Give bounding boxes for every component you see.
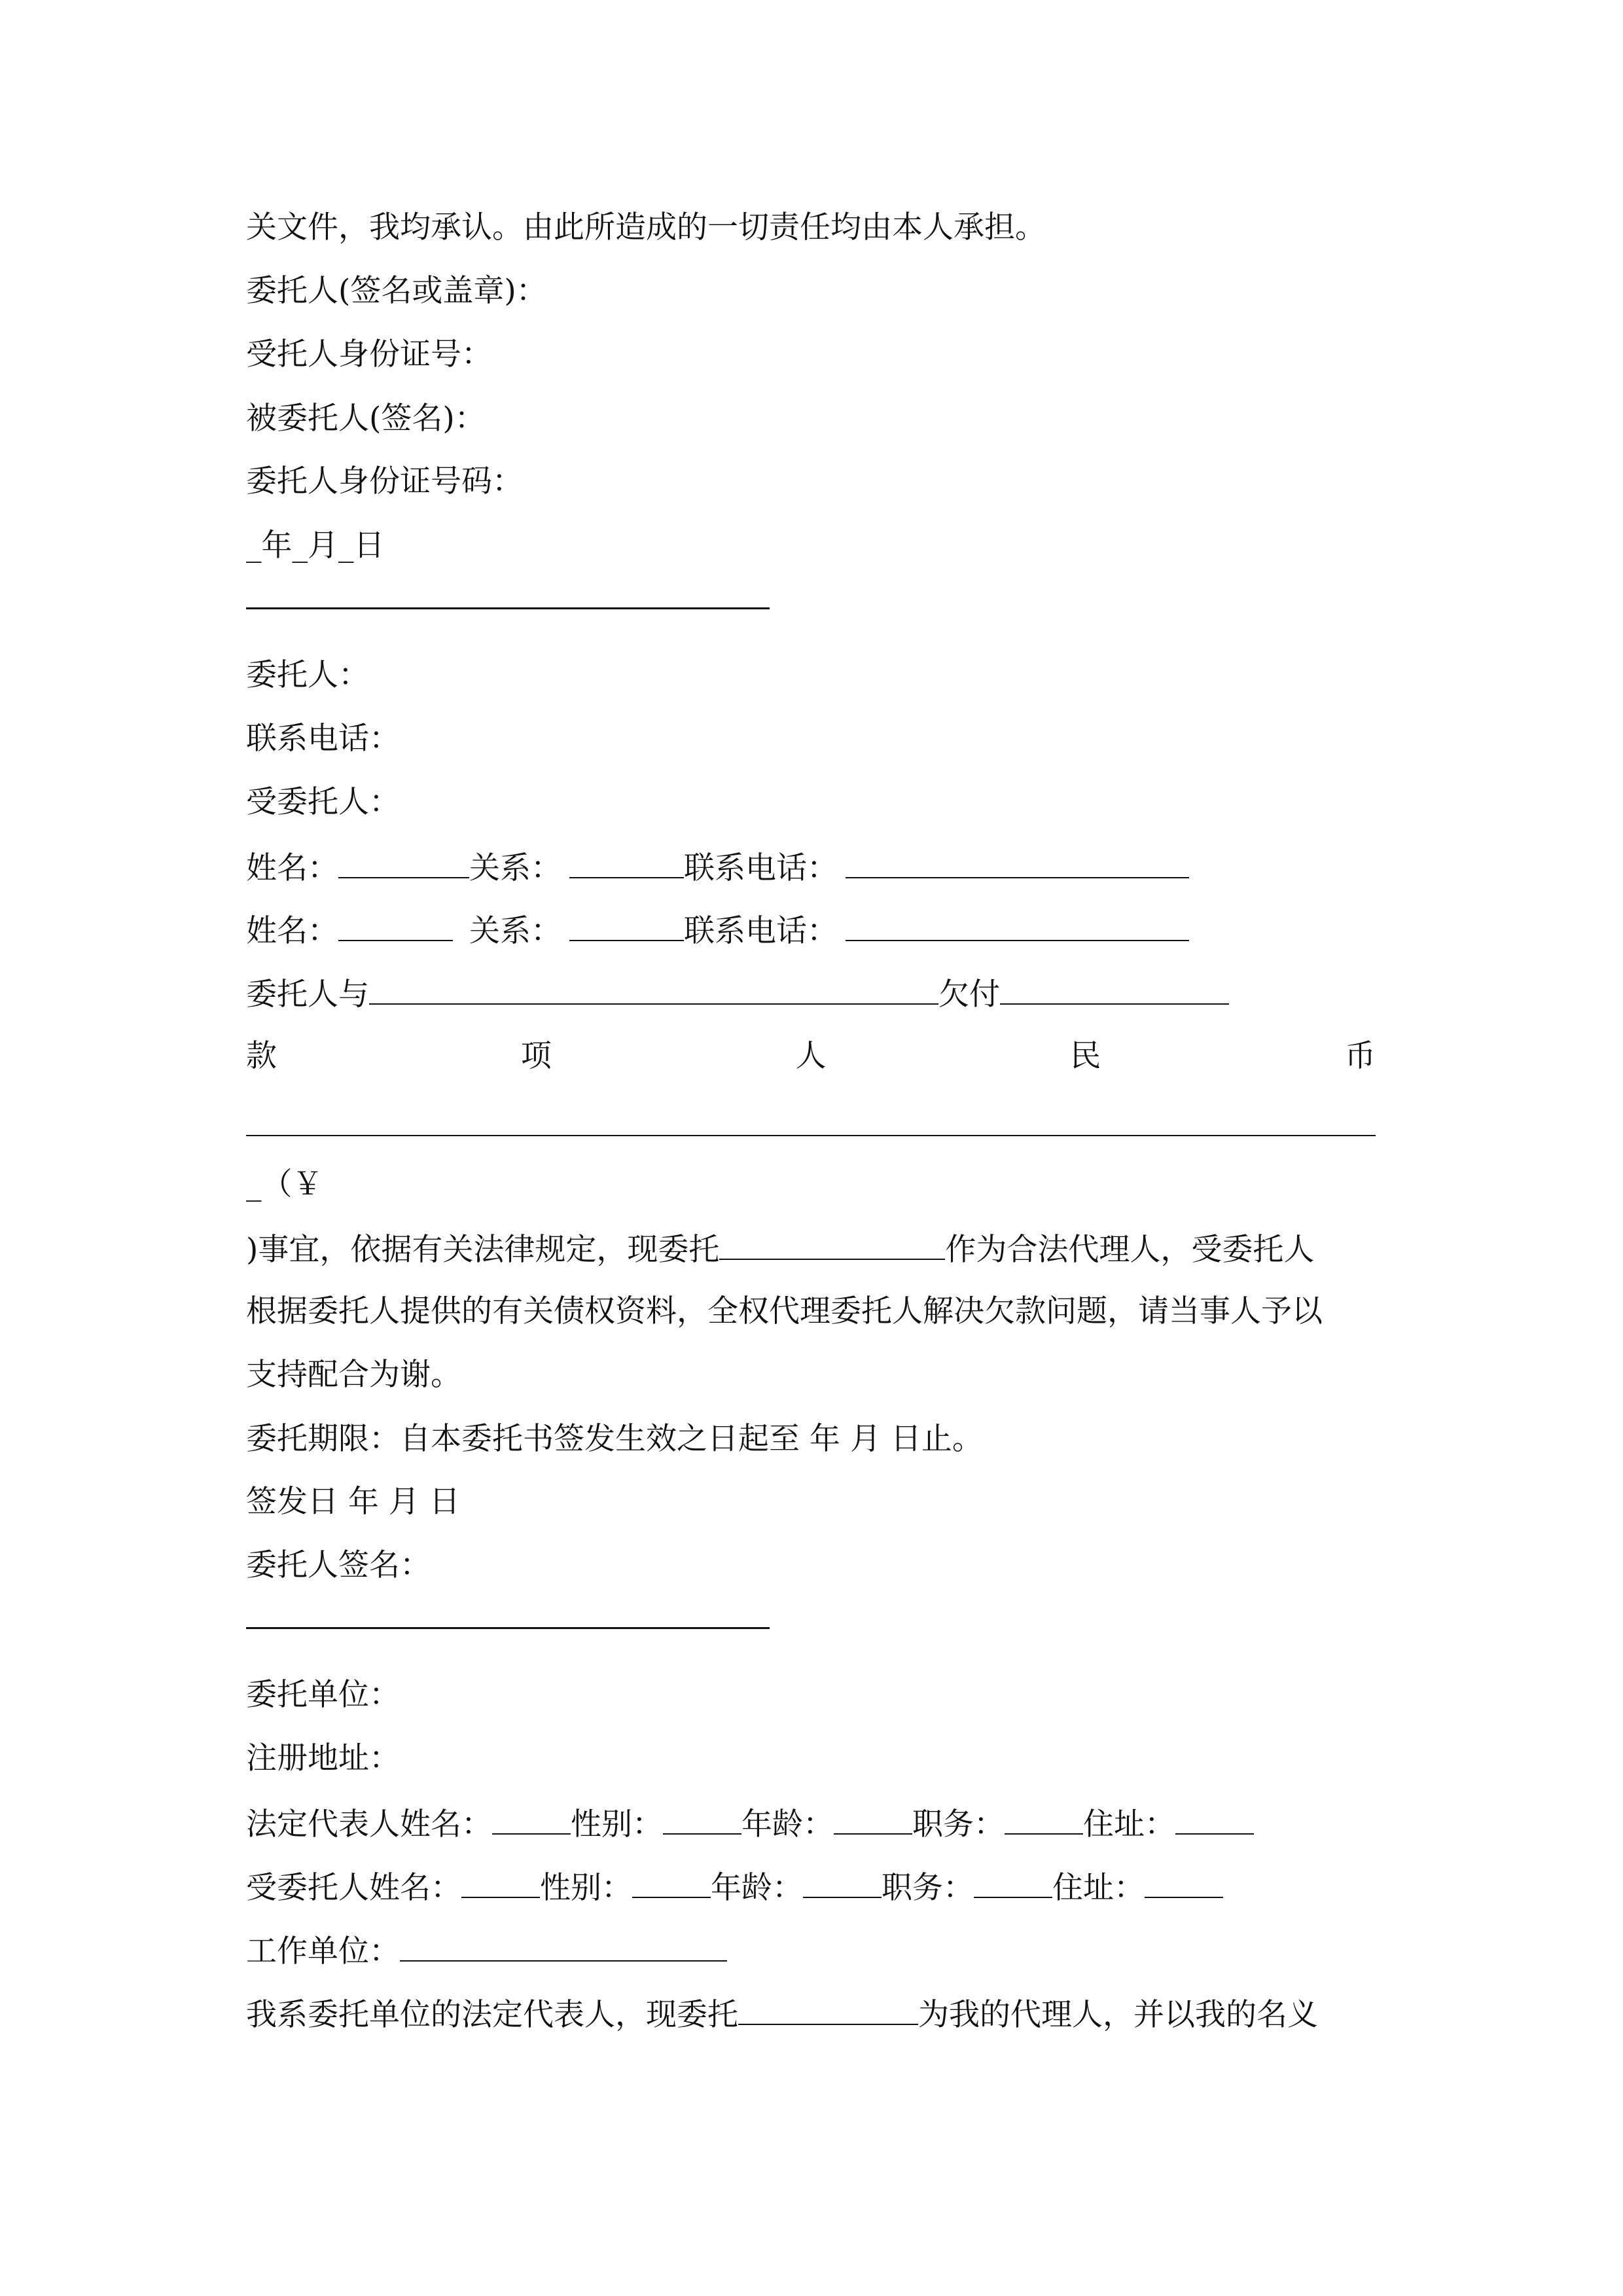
field-label: 受委托人姓名： — [246, 1870, 461, 1906]
blank-field[interactable] — [1175, 1803, 1254, 1835]
paragraph-line — [246, 1994, 1318, 2035]
blank-field[interactable] — [846, 847, 1189, 878]
text-fragment: )事宜，依据有关法律规定，现委托 — [246, 1232, 720, 1268]
text-line: 签发日 年 月 日 — [246, 1484, 460, 1520]
text-line: 委托人身份证号码： — [246, 463, 523, 499]
paragraph-line: 支持配合为谢。 — [246, 1357, 461, 1393]
blank-field[interactable] — [492, 1803, 571, 1835]
blank-field[interactable] — [663, 1803, 741, 1835]
blank-field[interactable] — [834, 1803, 912, 1835]
blank-field[interactable] — [369, 973, 938, 1005]
text-fragment: 委托人与 — [246, 977, 369, 1013]
text-line: 联系电话： — [246, 721, 400, 757]
spread-char: 民 — [1070, 1038, 1101, 1074]
field-label: 职务： — [912, 1806, 1005, 1842]
paragraph-line: 根据委托人提供的有关债权资料，全权代理委托人解决欠款问题，请当事人予以 — [246, 1293, 1323, 1329]
text-line: 委托期限：自本委托书签发生效之日起至 年 月 日止。 — [246, 1421, 983, 1457]
field-label: 姓名： — [246, 913, 338, 949]
spread-char: 项 — [520, 1038, 552, 1074]
text-fragment: 欠付 — [938, 977, 1000, 1013]
field-label: 关系： — [469, 850, 562, 886]
blank-field[interactable] — [1145, 1867, 1223, 1898]
text-line: 被委托人(签名)： — [246, 401, 486, 437]
field-label: 法定代表人姓名： — [246, 1806, 492, 1842]
agent-row — [246, 1867, 1223, 1908]
section-separator — [246, 1627, 770, 1629]
spread-char: 币 — [1345, 1038, 1376, 1074]
field-label: 联系电话： — [684, 850, 838, 886]
text-line: 委托人： — [246, 657, 369, 693]
blank-field[interactable] — [1005, 1803, 1083, 1835]
field-label: 职务： — [882, 1870, 974, 1906]
amount-blank-line[interactable] — [246, 1135, 1376, 1136]
blank-field[interactable] — [461, 1867, 540, 1898]
field-label: 性别： — [571, 1806, 663, 1842]
blank-field[interactable] — [738, 1994, 918, 2025]
paragraph-line — [246, 1229, 1314, 1270]
text-line: _（￥ — [246, 1166, 323, 1202]
work-unit-row — [246, 1930, 727, 1971]
contact-row — [246, 910, 1189, 951]
blank-field[interactable] — [338, 910, 453, 941]
field-label: 姓名： — [246, 850, 338, 886]
text-line: 委托单位： — [246, 1677, 400, 1713]
blank-field[interactable] — [569, 847, 684, 878]
field-label: 联系电话： — [684, 913, 838, 949]
blank-field[interactable] — [719, 1229, 945, 1260]
spread-line — [246, 1037, 1376, 1076]
field-label: 工作单位： — [246, 1933, 400, 1969]
blank-field[interactable] — [632, 1867, 711, 1898]
text-line: 委托人(签名或盖章)： — [246, 273, 547, 309]
section-separator — [246, 607, 770, 609]
debt-line — [246, 973, 1229, 1014]
blank-field[interactable] — [1000, 973, 1229, 1005]
text-line: 委托人签名： — [246, 1547, 431, 1583]
date-line: _年_月_日 — [246, 528, 385, 564]
text-line: 受委托人： — [246, 784, 400, 820]
blank-field[interactable] — [400, 1930, 727, 1962]
spread-char: 人 — [795, 1038, 827, 1074]
field-label: 关系： — [469, 913, 562, 949]
field-label: 住址： — [1052, 1870, 1145, 1906]
field-label: 年龄： — [711, 1870, 803, 1906]
text-fragment: 我系委托单位的法定代表人，现委托 — [246, 1997, 738, 2033]
legal-rep-row — [246, 1803, 1254, 1844]
blank-field[interactable] — [846, 910, 1189, 941]
blank-field[interactable] — [974, 1867, 1052, 1898]
text-line: 关文件，我均承认。由此所造成的一切责任均由本人承担。 — [246, 209, 1046, 245]
text-line: 注册地址： — [246, 1740, 400, 1776]
text-fragment: 为我的代理人，并以我的名义 — [918, 1997, 1318, 2033]
blank-field[interactable] — [338, 847, 469, 878]
field-label: 住址： — [1083, 1806, 1175, 1842]
spread-char: 款 — [246, 1038, 277, 1074]
blank-field[interactable] — [803, 1867, 882, 1898]
field-label: 年龄： — [741, 1806, 834, 1842]
contact-row — [246, 847, 1189, 888]
text-line: 受托人身份证号： — [246, 336, 492, 372]
text-fragment: 作为合法代理人，受委托人 — [945, 1232, 1315, 1268]
blank-field[interactable] — [569, 910, 684, 941]
field-label: 性别： — [540, 1870, 632, 1906]
